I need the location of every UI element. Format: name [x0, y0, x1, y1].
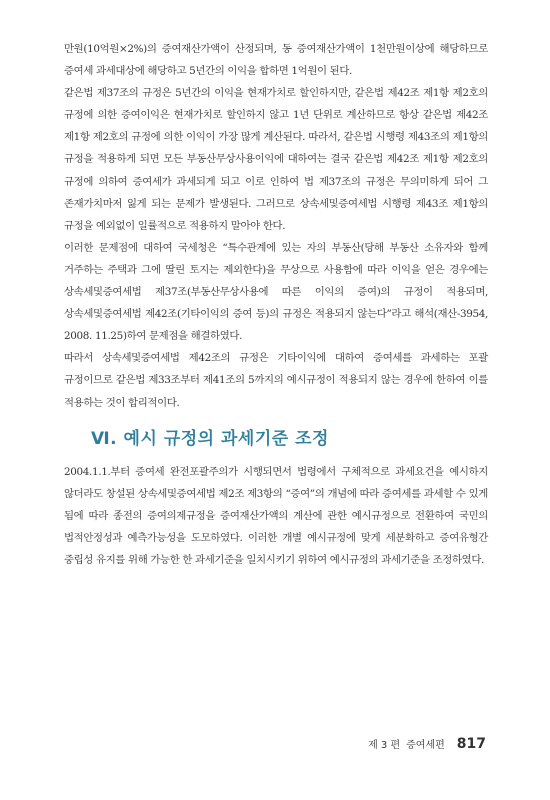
paragraph-3: 이러한 문제점에 대하여 국세청은 “특수관계에 있는 자의 부동산(당해 부동산 소유자와 함께 거주하는 주택과 그에 딸린 토지는 제외한다)을 무상으로 사용함에 따라 이익을 얻은 경우에는 상속세및증여세법 제37조(부동산무상사용에 따른 이익의 증여)의 규정이 적용되며, 상속세및증여세법 제42조(기타이익의 증여 등)의 규정은 적용되지 않는다”라고 해석(재산-3954, 2008. 11.25)하여 문제점을 해결하였다. — [64, 241, 488, 343]
paragraph-1: 만원(10억원×2%)의 증여재산가액이 산정되며, 동 증여재산가액이 1천만원이상에 해당하므로 증여세 과세대상에 해당하고 5년간의 이익을 합하면 1억원이 된다. — [64, 43, 488, 78]
paragraph-4: 따라서 상속세및증여세법 제42조의 규정은 기타이익에 대하여 증여세를 과세하는 포괄 규정이므로 같은법 제33조부터 제41조의 5까지의 예시규정이 적용되지 않는 경우에 한하여 이를 적용하는 것이 합리적이다. — [64, 352, 488, 409]
section-heading: Ⅵ. 예시 규정의 과세기준 조정 — [91, 429, 329, 449]
paragraph-2: 같은법 제37조의 규정은 5년간의 이익을 현재가치로 할인하지만, 같은법 제42조 제1항 제2호의 규정에 의한 증여이익은 현재가치로 할인하지 않고 1년 단위로 계산하므로 항상 같은법 제42조 제1항 제2호의 규정에 의한 이익이 가장 많게 계산된다. 따라서, 같은법 시행령 제43조의 제1항의 규정을 적용하게 되면 모든 부동산무상사용이익에 대하여는 결국 같은법 제42조 제1항 제2호의 규정에 의하여 증여세가 과세되게 되고 이로 인하여 법 제37조의 규정은 무의미하게 되어 그 존재가치마저 잃게 되는 문제가 발생된다. 그러므로 상속세및증여세법 시행령 제43조 제1항의 규정을 예외없이 일률적으로 적용하지 말아야 한다. — [64, 87, 488, 232]
page-number: 817 — [456, 736, 486, 752]
page-footer — [368, 736, 486, 752]
section-body — [64, 461, 488, 571]
footer-part: 제 3 편 — [368, 740, 401, 751]
footer-title: 증여세편 — [406, 740, 445, 751]
section-paragraph: 2004.1.1.부터 증여세 완전포괄주의가 시행되면서 법령에서 구체적으로 과세요건을 예시하지 않더라도 창설된 상속세및증여세법 제2조 제3항의 “증여”의 개념에 따라 증여세를 과세할 수 있게 됨에 따라 종전의 증여의제규정을 증여재산가액의 계산에 관한 예시규정으로 전환하여 국민의 법적안정성과 예측가능성을 도모하였다. 이러한 개별 예시규정에 맞게 세분화하고 증여유형간 중립성 유지를 위해 가능한 한 과세기준을 일치시키기 위하여 예시규정의 과세기준을 조정하였다. — [64, 466, 488, 567]
body-text — [64, 38, 488, 414]
